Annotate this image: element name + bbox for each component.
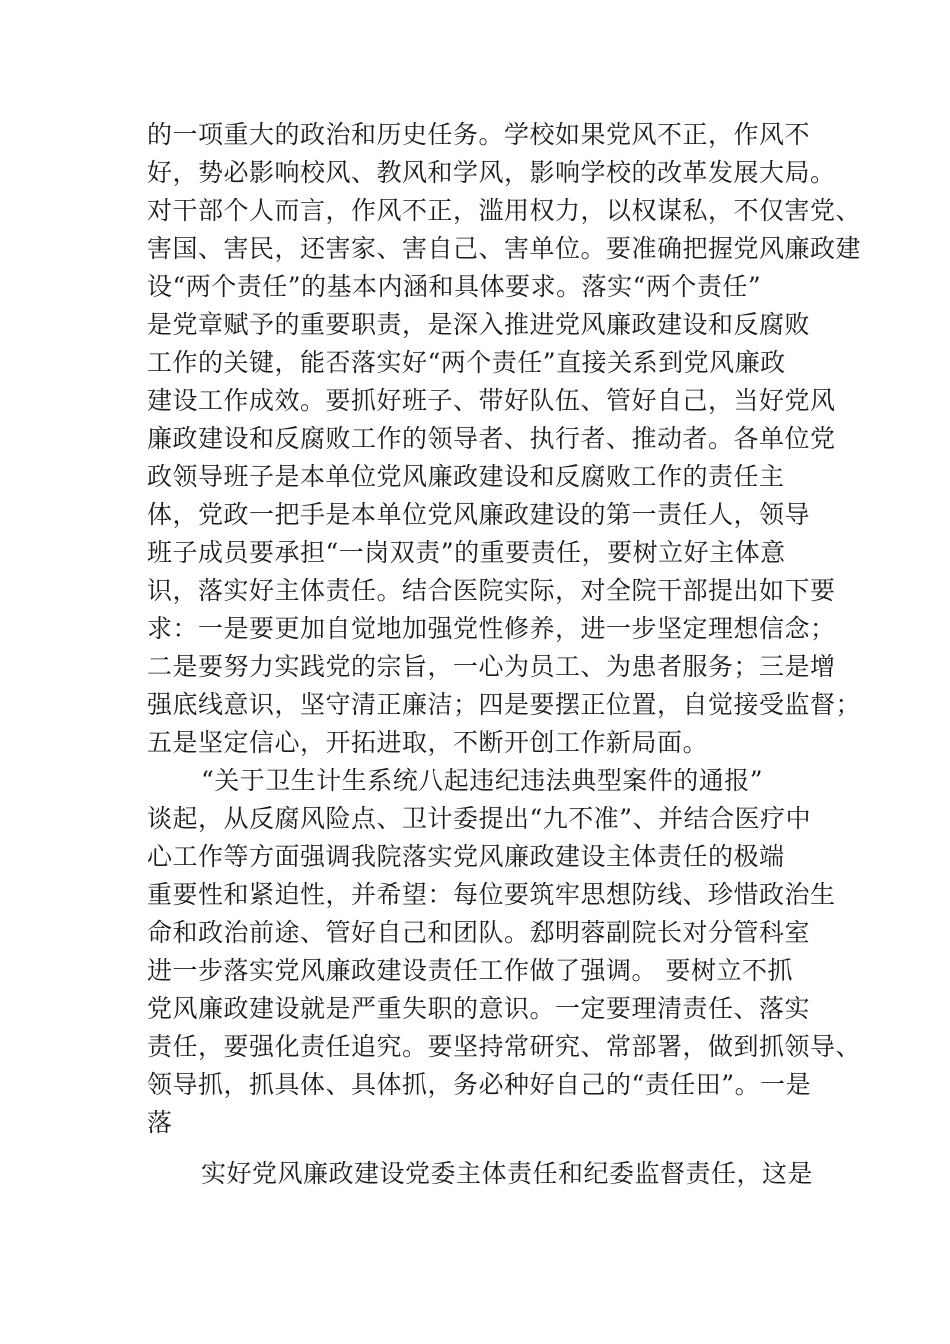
text-line: 是党章赋予的重要职责，是深入推进党风廉政建设和反腐败 [147,310,811,339]
text-line: 心工作等方面强调我院落实党风廉政建设主体责任的极端 [147,842,785,871]
text-line: 班子成员要承担“一岗双责”的重要责任，要树立好主体意 [147,538,786,567]
text-line: 好，势必影响校风、教风和学风，影响学校的改革发展大局。 [147,158,836,187]
text-line: 落 [147,1108,173,1137]
paragraph-3 [147,1155,814,1193]
text-line: 党风廉政建设就是严重失职的意识。一定要理清责任、落实 [147,994,811,1023]
text-line: 责任，要强化责任追究。要坚持常研究、常部署，做到抓领导、 [147,1032,862,1061]
text-line: 领导抓，抓具体、具体抓，务必种好自己的“责任田”。一是 [147,1070,812,1099]
text-line: 设“两个责任”的基本内涵和具体要求。落实“两个责任” [147,272,762,301]
text-line: 体，党政一把手是本单位党风廉政建设的第一责任人，领导 [147,500,811,529]
text-line: 求：一是要更加自觉地加强党性修养，进一步坚定理想信念； [147,614,836,643]
text-line: 识，落实好主体责任。结合医院实际，对全院干部提出如下要 [147,576,836,605]
paragraph-1 [147,116,862,762]
text-line: 进一步落实党风廉政建设责任工作做了强调。 要树立不抓 [147,956,793,985]
text-line: 重要性和紧迫性，并希望：每位要筑牢思想防线、珍惜政治生 [147,880,836,909]
text-line: 政领导班子是本单位党风廉政建设和反腐败工作的责任主 [147,462,785,491]
text-line: 对干部个人而言，作风不正，滥用权力，以权谋私，不仅害党、 [147,196,862,225]
text-line: 建设工作成效。要抓好班子、带好队伍、管好自己，当好党风 [147,386,836,415]
text-line: “关于卫生计生系统八起违纪违法典型案件的通报” [201,766,764,795]
text-line: 工作的关键，能否落实好“两个责任”直接关系到党风廉政 [147,348,786,377]
text-line: 五是坚定信心，开拓进取，不断开创工作新局面。 [147,728,709,757]
text-line: 的一项重大的政治和历史任务。学校如果党风不正，作风不 [147,120,811,149]
text-line: 二是要努力实践党的宗旨，一心为员工、为患者服务；三是增 [147,652,836,681]
text-line: 谈起，从反腐风险点、卫计委提出“九不准”、并结合医疗中 [147,804,812,833]
text-line: 命和政治前途、管好自己和团队。郄明蓉副院长对分管科室 [147,918,811,947]
text-line: 廉政建设和反腐败工作的领导者、执行者、推动者。各单位党 [147,424,836,453]
text-line: 强底线意识，坚守清正廉洁；四是要摆正位置，自觉接受监督； [147,690,862,719]
paragraph-2 [147,762,862,1142]
text-line: 害国、害民，还害家、害自己、害单位。要准确把握党风廉政建 [147,234,862,263]
text-line: 实好党风廉政建设党委主体责任和纪委监督责任，这是 [201,1159,814,1188]
